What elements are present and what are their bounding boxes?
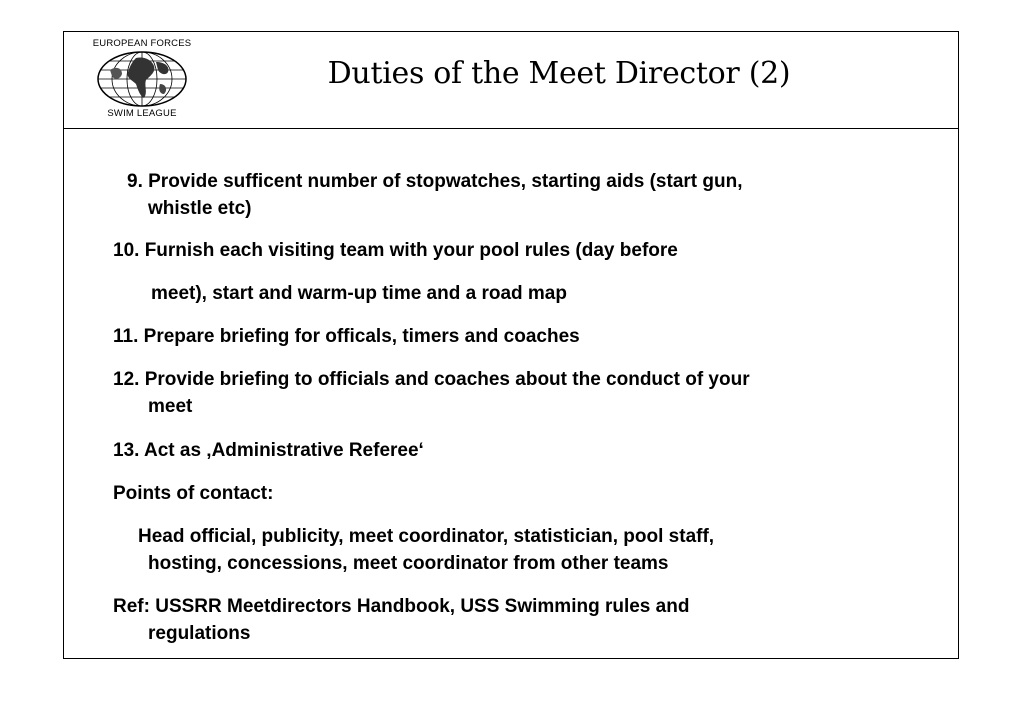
list-item-9 <box>127 168 743 222</box>
list-item-text: 10. Furnish each visiting team with your pool rules (day before <box>113 240 678 261</box>
list-item-13 <box>113 437 424 464</box>
list-item-text-continued: hosting, concessions, meet coordinator from other teams <box>148 553 669 574</box>
list-item-10-continued <box>151 280 567 307</box>
list-item-text: Points of contact: <box>113 483 274 504</box>
list-item-10 <box>113 237 678 264</box>
globe-icon <box>96 50 188 108</box>
points-of-contact-list <box>138 523 714 577</box>
list-item-text: Head official, publicity, meet coordinator, statistician, pool staff, <box>138 526 715 547</box>
slide <box>63 31 959 659</box>
logo-bottom-text: SWIM LEAGUE <box>107 108 177 119</box>
list-item-text-continued: regulations <box>148 623 251 644</box>
list-item-text: 12. Provide briefing to officials and coaches about the conduct of your <box>113 369 750 390</box>
reference-note <box>113 593 689 647</box>
list-item-11 <box>113 323 580 350</box>
league-logo <box>82 38 202 122</box>
list-item-text: meet), start and warm-up time and a road map <box>151 283 567 304</box>
list-item-text-continued: whistle etc) <box>148 198 252 219</box>
list-item-text: 13. Act as ‚Administrative Referee‘ <box>113 440 424 461</box>
points-of-contact-heading <box>113 480 273 507</box>
page-title: Duties of the Meet Director (2) <box>327 56 791 91</box>
list-item-text-continued: meet <box>148 396 193 417</box>
list-item-text: Ref: USSRR Meetdirectors Handbook, USS Swimming rules and <box>113 596 690 617</box>
list-item-text: 11. Prepare briefing for officals, timers and coaches <box>113 326 580 347</box>
list-item-text: 9. Provide sufficent number of stopwatches, starting aids (start gun, <box>127 171 743 192</box>
logo-top-text: EUROPEAN FORCES <box>92 38 192 49</box>
list-item-12 <box>113 366 750 420</box>
slide-header <box>64 32 958 129</box>
